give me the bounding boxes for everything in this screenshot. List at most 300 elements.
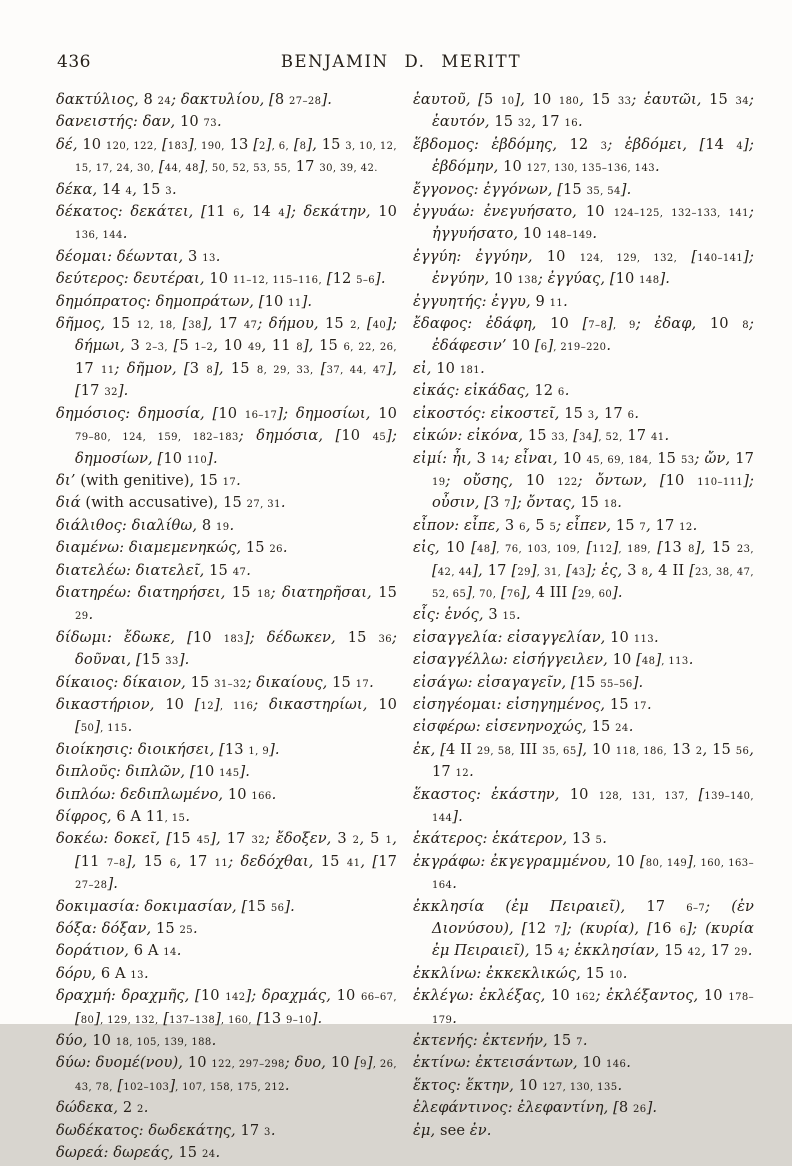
line-number-reference: , 219–220 xyxy=(553,342,607,354)
line-number-reference: 66–67, xyxy=(360,992,397,1004)
line-number-reference: , 15 xyxy=(164,813,186,824)
index-entry: εἰς, 10 [48], 76, 103, 109, [112], 189, [13 8], 15 23, [42, 44], 17 [29], 31, [43]; ἐς, 3 8, 4 II [23, 38, 47, 52, 65], 70, [76], 4 III [29, 60]. xyxy=(413,539,754,601)
line-number-reference: 35, 54 xyxy=(586,185,621,197)
line-number-reference: , 31, xyxy=(536,566,562,578)
index-entry: ἐκτενής: ἐκτενήν, 15 7. xyxy=(413,1032,588,1050)
document-number-reference: 15 xyxy=(247,897,267,915)
document-number-reference: 13 xyxy=(571,830,591,848)
document-number-reference: 10 xyxy=(546,247,566,265)
document-number-reference: 15 xyxy=(709,91,728,108)
line-number-reference: 6 xyxy=(557,387,565,399)
line-number-reference: 166 xyxy=(251,790,272,802)
line-number-reference: 142 xyxy=(225,992,246,1004)
line-number-reference: 8, 29, 33, xyxy=(256,364,314,376)
line-number-reference: 112 xyxy=(592,544,613,556)
line-number-reference: 178–179 xyxy=(432,992,754,1026)
document-number-reference: 10 xyxy=(703,987,723,1005)
line-number-reference: 7–8 xyxy=(588,320,608,332)
document-number-reference: 10 xyxy=(330,1054,350,1072)
line-number-reference: 19 xyxy=(215,521,230,533)
document-number-reference: 14 xyxy=(101,180,121,198)
document-number-reference: 15 xyxy=(320,852,340,870)
document-number-reference: 12 xyxy=(527,920,547,938)
line-number-reference: 124–125, 132–133, 141 xyxy=(613,208,749,220)
line-number-reference: 32 xyxy=(104,387,118,399)
line-number-reference: 11–12, 115–116, xyxy=(232,275,323,287)
line-number-reference: 14 xyxy=(163,947,177,959)
line-number-reference: , 129, 132, xyxy=(100,1014,159,1026)
line-number-reference: 5 xyxy=(549,521,557,533)
index-entry: εἰσάγω: εἰσαγαγεῖν, [15 55–56]. xyxy=(413,673,644,691)
document-number-reference: 10 xyxy=(336,987,356,1005)
line-number-reference: 8 xyxy=(296,342,304,354)
line-number-reference: 29 xyxy=(75,611,89,623)
document-number-reference: 10 xyxy=(378,404,398,422)
line-number-reference: 2 xyxy=(136,1104,144,1116)
document-number-reference: 4 II xyxy=(658,561,685,579)
document-number-reference: 15 xyxy=(332,673,351,691)
line-number-reference: 139–140, 144 xyxy=(432,790,754,824)
document-number-reference: 15 xyxy=(231,583,251,601)
document-number-reference: 17 xyxy=(226,830,246,848)
document-number-reference: 10 xyxy=(562,449,582,467)
line-number-reference: 7 xyxy=(639,521,647,533)
document-number-reference: 15 xyxy=(534,942,554,960)
index-entry: εἰσαγγελία: εἰσαγγελίαν, 10 113. xyxy=(413,628,659,646)
line-number-reference: 6, 22, 26, xyxy=(343,342,397,354)
document-number-reference: 15 xyxy=(564,404,584,422)
line-number-reference: 15 xyxy=(502,611,516,623)
document-number-reference: 17 xyxy=(188,852,208,870)
document-number-reference: 10 xyxy=(195,763,215,781)
line-number-reference: 36 xyxy=(378,633,392,645)
line-number-reference: 13 xyxy=(202,252,216,264)
document-number-reference: 13 xyxy=(663,539,682,557)
document-number-reference: 5 xyxy=(370,830,380,848)
line-number-reference: 1, 9 xyxy=(248,745,270,757)
document-number-reference: 17 xyxy=(487,561,507,579)
line-number-reference: 2 xyxy=(259,140,266,152)
line-number-reference: 17 xyxy=(355,678,370,690)
line-number-reference: 31–32 xyxy=(214,678,247,690)
index-entry: δέκα, 14 4, 15 3. xyxy=(56,180,177,198)
line-number-reference: 11 xyxy=(214,857,229,869)
line-number-reference: 17 xyxy=(222,476,237,488)
document-number-reference: 11 xyxy=(271,337,291,355)
document-number-reference: 15 xyxy=(712,740,731,758)
line-number-reference: 140–141 xyxy=(697,252,744,264)
document-number-reference: 15 xyxy=(319,337,338,355)
document-number-reference: 10 xyxy=(341,427,361,445)
document-number-reference: 12 xyxy=(332,270,352,288)
line-number-reference: 18 xyxy=(257,588,271,600)
document-number-reference: 10 xyxy=(503,158,522,176)
document-number-reference: 15 xyxy=(321,135,341,153)
document-number-reference: 10 xyxy=(446,539,465,557)
line-number-reference: 162 xyxy=(575,992,596,1004)
document-number-reference: 10 xyxy=(92,1032,112,1050)
line-number-reference: 56 xyxy=(270,902,285,914)
document-number-reference: 10 xyxy=(187,1054,207,1072)
document-number-reference: 10 xyxy=(532,91,552,108)
line-number-reference: 127, 130, 135 xyxy=(542,1081,618,1093)
line-number-reference: 27–28 xyxy=(75,880,108,892)
line-number-reference: 33 xyxy=(617,96,632,107)
document-number-reference: 17 xyxy=(735,449,754,467)
index-entry: δέκατος: δεκάτει, [11 6, 14 4]; δεκάτην, 10 136, 144. xyxy=(56,203,397,243)
line-number-reference: 16 xyxy=(564,118,578,130)
line-number-reference: 110–111 xyxy=(697,476,744,488)
line-number-reference: 47 xyxy=(232,566,247,578)
document-number-reference: 17 xyxy=(432,763,451,781)
line-number-reference: 27–28 xyxy=(289,96,322,107)
document-number-reference: 15 xyxy=(494,113,514,131)
document-number-reference: 15 xyxy=(585,964,605,982)
line-number-reference: 5 xyxy=(595,835,603,847)
document-number-reference: 15 xyxy=(199,471,218,489)
index-entry: δακτύλιος, 8 24; δακτυλίου, [8 27–28]. xyxy=(56,91,332,108)
line-number-reference: 145 xyxy=(219,768,240,780)
line-number-reference: 29 xyxy=(517,566,531,578)
line-number-reference: , 116 xyxy=(219,700,254,712)
document-number-reference: 10 xyxy=(522,225,542,243)
line-number-reference: 79–80, 124, 159, 182–183 xyxy=(75,432,239,444)
line-number-reference: 183 xyxy=(223,633,244,645)
index-entry: ἐκκλησία (ἐμ Πειραιεῖ), 17 6–7; (ἐν Διονύσου), [12 7]; (κυρία), [16 6]; (κυρία ἐμ Πειραιεῖ), 15 4; ἐκκλησίαν, 15 42, 17 29. xyxy=(413,897,754,960)
line-number-reference: 27, 31 xyxy=(246,499,281,511)
document-number-reference: 15 xyxy=(664,942,683,960)
document-number-reference: 15 xyxy=(527,427,547,445)
line-number-reference: 181 xyxy=(459,364,481,376)
document-number-reference: 12 xyxy=(534,382,554,400)
document-number-reference: 5 xyxy=(179,337,189,355)
index-entry: ἕβδομος: ἑβδόμης, 12 3; ἑβδόμει, [14 4]; ἑβδόμην, 10 127, 130, 135–136, 143. xyxy=(413,135,754,176)
line-number-reference: 8 xyxy=(688,544,695,556)
document-number-reference: 17 xyxy=(646,897,666,915)
line-number-reference: , 107, 158, 175, 212 xyxy=(175,1081,285,1093)
index-entry: ἕκαστος: ἑκάστην, 10 128, 131, 137, [139–140, 144]. xyxy=(413,785,754,825)
line-number-reference: 6 xyxy=(627,409,635,421)
line-number-reference: 9–10 xyxy=(286,1014,312,1026)
document-number-reference: 10 xyxy=(610,628,629,646)
document-number-reference: 15 xyxy=(141,180,161,198)
line-number-reference: , 160, xyxy=(220,1014,252,1026)
document-number-reference: 8 xyxy=(201,516,212,534)
line-number-reference: 48 xyxy=(641,656,656,668)
index-column-left xyxy=(56,90,397,1166)
index-entry: δοκέω: δοκεῖ, [15 45], 17 32; ἔδοξεν, 3 2, 5 1, [11 7–8], 15 6, 17 11; δεδόχθαι, 15 41, [17 27–28]. xyxy=(56,830,398,893)
line-number-reference: 53 xyxy=(680,454,695,466)
document-number-reference: 6 A xyxy=(100,964,126,982)
page-number: 436 xyxy=(57,52,91,72)
line-number-reference: 32 xyxy=(251,835,265,847)
document-number-reference: 15 xyxy=(111,315,131,333)
document-number-reference: 15 xyxy=(230,359,250,377)
document-number-reference: 15 xyxy=(245,539,265,557)
index-entry: δίφρος, 6 A 11, 15. xyxy=(56,808,191,825)
line-number-reference: 146 xyxy=(606,1059,627,1071)
document-number-reference: 10 xyxy=(550,987,570,1005)
index-entry: ἐγγυητής: ἐγγυ, 9 11. xyxy=(413,292,568,310)
line-number-reference: 127, 130, 135–136, 143 xyxy=(526,163,655,175)
index-entry: εἰμί: ἦι, 3 14; εἶναι, 10 45, 69, 184, 15 53; ὤν, 17 19; οὔσης, 10 122; ὄντων, [10 110–111]; οὖσιν, [3 7]; ὄντας, 15 18. xyxy=(413,449,754,512)
document-number-reference: 3 xyxy=(490,494,500,512)
document-number-reference: 13 xyxy=(224,740,244,758)
line-number-reference: 4 xyxy=(557,947,565,959)
index-entry: διαμένω: διαμεμενηκώς, 15 26. xyxy=(56,539,288,557)
document-number-reference: 9 xyxy=(535,292,545,310)
document-number-reference: 15 xyxy=(615,516,635,534)
line-number-reference: 18, 105, 139, 188 xyxy=(115,1037,212,1049)
document-number-reference: 3 xyxy=(504,516,515,534)
document-number-reference: 14 xyxy=(705,135,725,153)
line-number-reference: 8 xyxy=(641,566,649,578)
line-number-reference: 11 xyxy=(288,297,302,309)
index-entry: δύω: δυομέ(νου), 10 122, 297–298; δυο, 10 [9], 26, 43, 78, [102–103], 107, 158, 175, 212. xyxy=(56,1054,397,1094)
document-number-reference: 10 xyxy=(378,203,397,221)
line-number-reference: 8 xyxy=(299,140,307,152)
document-number-reference: 10 xyxy=(200,987,220,1005)
line-number-reference: 7 xyxy=(554,925,561,937)
line-number-reference: 137–138 xyxy=(169,1014,216,1026)
document-number-reference: 10 xyxy=(264,292,284,310)
document-number-reference: 8 xyxy=(143,91,153,108)
line-number-reference: 102–103 xyxy=(123,1081,170,1093)
line-number-reference: 6 xyxy=(233,208,240,220)
line-number-reference: 80, 149 xyxy=(645,857,688,869)
index-entry: δωρεά: δωρεάς, 15 24. xyxy=(56,1144,221,1162)
line-number-reference: 148 xyxy=(639,275,660,287)
document-number-reference: 15 xyxy=(178,1144,198,1162)
index-entry: εἰκών: εἰκόνα, 15 33, [34], 52, 17 41. xyxy=(413,427,670,445)
line-number-reference: 1–2 xyxy=(194,342,214,354)
line-number-reference: 120, 122, xyxy=(105,140,158,152)
line-number-reference: 45 xyxy=(372,432,387,444)
line-number-reference: , 70, xyxy=(472,588,497,600)
index-entry: ἐμ, see ἐν. xyxy=(413,1121,492,1139)
document-number-reference: 6 A 11 xyxy=(116,808,165,825)
line-number-reference: 6 xyxy=(169,857,177,869)
index-entry: εἶπον: εἶπε, 3 6, 5 5; εἶπεν, 15 7, 17 12. xyxy=(413,516,698,534)
index-entry: δίκαιος: δίκαιον, 15 31–32; δικαίους, 15 17. xyxy=(56,673,374,691)
index-entry: ἔγγονος: ἐγγόνων, [15 35, 54]. xyxy=(413,180,632,198)
document-number-reference: 15 xyxy=(190,673,210,691)
index-entry: ἐκτίνω: ἐκτεισάντων, 10 146. xyxy=(413,1054,632,1072)
document-number-reference: 11 xyxy=(206,203,226,221)
line-number-reference: , 190, xyxy=(193,140,225,152)
index-entry: εἰσηγέομαι: εἰσηγημένος, 15 17. xyxy=(413,695,652,713)
document-number-reference: 17 xyxy=(540,113,560,131)
line-number-reference: , 115 xyxy=(100,723,128,735)
line-number-reference: , 26, 43, 78, xyxy=(75,1059,397,1093)
document-number-reference: 10 xyxy=(218,404,238,422)
index-entry: δωδέκατος: δωδεκάτης, 17 3. xyxy=(56,1121,276,1139)
line-number-reference: 16–17 xyxy=(244,409,278,421)
line-number-reference: 55–56 xyxy=(600,678,633,690)
line-number-reference: 7–8 xyxy=(106,857,126,869)
index-entry: ἐκλέγω: ἐκλέξας, 10 162; ἐκλέξαντος, 10 178–179. xyxy=(413,987,754,1027)
index-entry: δόρυ, 6 A 13. xyxy=(56,964,149,982)
line-number-reference: 24 xyxy=(201,1149,216,1161)
line-number-reference: 37, 44, 47 xyxy=(326,364,387,376)
line-number-reference: 14 xyxy=(490,454,505,466)
line-number-reference: 4 xyxy=(125,185,133,197)
line-number-reference: 10 xyxy=(609,969,623,981)
document-number-reference: 3 xyxy=(488,606,498,624)
line-number-reference: 183 xyxy=(167,140,189,152)
line-number-reference: 45 xyxy=(196,835,211,847)
document-number-reference: 15 xyxy=(172,830,191,848)
index-entry: δίδωμι: ἔδωκε, [10 183]; δέδωκεν, 15 36; δοῦναι, [15 33]. xyxy=(56,628,397,669)
document-number-reference: 3 xyxy=(189,359,200,377)
line-number-reference: 4 xyxy=(736,140,744,152)
document-number-reference: 17 xyxy=(655,516,675,534)
line-number-reference: , 50, 52, 53, 55, xyxy=(204,163,292,175)
index-entry: εἰ, 10 181. xyxy=(413,359,485,377)
index-entry: διατελέω: διατελεῖ, 15 47. xyxy=(56,561,251,579)
line-number-reference: 7 xyxy=(576,1037,583,1049)
index-entry: ἕκτος: ἕκτην, 10 127, 130, 135. xyxy=(413,1076,623,1094)
line-number-reference: , 9 xyxy=(613,320,636,332)
document-number-reference: 3 xyxy=(188,247,198,265)
line-number-reference: , 76, 103, 109, xyxy=(496,544,581,556)
line-number-reference: 3, 10, 12, 15, 17, 24, 30, xyxy=(75,140,397,175)
line-number-reference: 5–6 xyxy=(356,275,376,287)
document-number-reference: 17 xyxy=(378,852,398,870)
line-number-reference: 6–7 xyxy=(686,902,706,914)
index-entry: διάλιθος: διαλίθω, 8 19. xyxy=(56,516,235,534)
line-number-reference: 49 xyxy=(248,342,262,354)
line-number-reference: 73 xyxy=(203,118,218,130)
line-number-reference: 30, 39, 42. xyxy=(319,163,378,175)
line-number-reference: 3 xyxy=(165,185,172,197)
document-number-reference: 2 xyxy=(122,1099,133,1117)
document-number-reference: 13 xyxy=(229,135,249,153)
line-number-reference: 17 xyxy=(633,700,647,712)
line-number-reference: 38 xyxy=(188,320,202,332)
document-number-reference: 15 xyxy=(711,539,731,557)
document-number-reference: 10 xyxy=(612,651,632,669)
line-number-reference: 1 xyxy=(385,835,393,847)
line-number-reference: 6 xyxy=(679,925,687,937)
line-number-reference: 29, 60 xyxy=(577,588,613,600)
document-number-reference: III xyxy=(519,740,538,758)
line-number-reference: 23, 38, 47, 52, 65 xyxy=(432,566,754,600)
index-columns xyxy=(56,90,754,1166)
line-number-reference: 10 xyxy=(500,96,515,107)
index-entry: εἰσαγγέλλω: εἰσήγγειλεν, 10 [48], 113. xyxy=(413,651,694,669)
document-number-reference: 10 xyxy=(82,135,102,153)
document-number-reference: see xyxy=(440,1121,466,1139)
index-entry: διπλόω: δεδιπλωμένο, 10 166. xyxy=(56,785,277,803)
index-entry: δημόσιος: δημοσία, [10 16–17]; δημοσίωι, 10 79–80, 124, 159, 182–183; δημόσια, [10 45]; δημοσίων, [10 110]. xyxy=(56,404,398,467)
line-number-reference: 12 xyxy=(200,700,215,712)
index-entry: δέομαι: δέωνται, 3 13. xyxy=(56,247,221,265)
document-number-reference: 15 xyxy=(325,315,344,333)
line-number-reference: 128, 131, 137, xyxy=(598,790,689,802)
index-entry: ἐγγύη: ἐγγύην, 10 124, 129, 132, [140–141]; ἐνγύην, 10 138; ἐγγύας, [10 148]. xyxy=(413,247,754,288)
line-number-reference: 2, xyxy=(350,320,361,332)
line-number-reference: 80 xyxy=(80,1014,95,1026)
document-number-reference: 10 xyxy=(550,315,569,333)
document-number-reference: 17 xyxy=(75,359,94,377)
document-number-reference: 15 xyxy=(155,920,175,938)
line-number-reference: 40 xyxy=(372,320,387,332)
line-number-reference: 25 xyxy=(179,925,193,937)
line-number-reference: 29, 58, xyxy=(476,745,515,757)
line-number-reference: , 6, xyxy=(271,140,290,152)
line-number-reference: 19 xyxy=(432,476,446,488)
document-number-reference: 12 xyxy=(569,135,589,153)
document-number-reference: 10 xyxy=(665,471,685,489)
document-number-reference: 14 xyxy=(252,203,271,221)
line-number-reference: 12 xyxy=(679,521,693,533)
line-number-reference: 34 xyxy=(579,432,593,444)
index-entry: ἔδαφος: ἐδάφη, 10 [7–8], 9; ἐδαφ, 10 8; ἐδάφεσιν’ 10 [6], 219–220. xyxy=(413,315,755,355)
line-number-reference: 3 xyxy=(587,409,595,421)
line-number-reference: 12 xyxy=(455,768,470,780)
line-number-reference: 6 xyxy=(540,342,548,354)
index-entry: δώδεκα, 2 2. xyxy=(56,1099,149,1117)
line-number-reference: 6 xyxy=(519,521,526,533)
document-number-reference: 10 xyxy=(709,315,729,333)
line-number-reference: 148–149 xyxy=(546,230,593,242)
document-number-reference: 13 xyxy=(262,1009,282,1027)
line-number-reference: 34 xyxy=(735,96,749,107)
document-number-reference: 15 xyxy=(552,1032,572,1050)
document-number-reference: 11 xyxy=(80,852,100,870)
document-number-reference: 15 xyxy=(657,449,676,467)
line-number-reference: 32 xyxy=(517,118,532,130)
document-number-reference: 10 xyxy=(223,337,243,355)
line-number-reference: 56 xyxy=(735,745,750,757)
document-number-reference: 3 xyxy=(337,830,347,848)
document-number-reference: 13 xyxy=(672,740,691,758)
line-number-reference: 47 xyxy=(243,320,258,332)
document-number-reference: (with accusative), xyxy=(85,494,219,512)
line-number-reference: 7 xyxy=(504,499,511,511)
line-number-reference: 2–3, xyxy=(145,342,168,354)
index-entry: διά (with accusative), 15 27, 31. xyxy=(56,494,286,512)
line-number-reference: 8 xyxy=(742,320,749,332)
document-number-reference: 15 xyxy=(576,673,596,691)
document-number-reference: 15 xyxy=(209,561,228,579)
line-number-reference: 138 xyxy=(517,275,538,287)
index-entry: ἐκ, [4 II 29, 58, III 35, 65], 10 118, 186, 13 2, 15 56, 17 12. xyxy=(413,740,755,781)
line-number-reference: 180 xyxy=(558,96,580,107)
document-number-reference: 15 xyxy=(591,718,611,736)
document-number-reference: 17 xyxy=(710,942,730,960)
index-entry: διοίκησις: διοικήσει, [13 1, 9]. xyxy=(56,740,280,758)
line-number-reference: 110 xyxy=(186,454,208,466)
document-number-reference: 10 xyxy=(525,471,545,489)
index-entry: δοράτιον, 6 A 14. xyxy=(56,942,182,960)
document-number-reference: 15 xyxy=(223,494,242,512)
document-number-reference: 10 xyxy=(569,785,589,803)
line-number-reference: 3 xyxy=(600,140,608,152)
running-title: BENJAMIN D. MERITT xyxy=(280,52,522,71)
line-number-reference: 18 xyxy=(603,499,618,511)
document-number-reference: 16 xyxy=(652,920,672,938)
document-number-reference: 15 xyxy=(347,628,367,646)
line-number-reference: 44, 48 xyxy=(164,163,199,175)
index-entry: δι’ (with genitive), 15 17. xyxy=(56,471,241,489)
line-number-reference: , 52, xyxy=(598,432,623,444)
document-number-reference: 10 xyxy=(616,852,635,870)
document-number-reference: 5 xyxy=(483,91,494,108)
document-number-reference: 15 xyxy=(591,91,611,108)
index-entry: δεύτερος: δευτέραι, 10 11–12, 115–116, [12 5–6]. xyxy=(56,270,386,288)
